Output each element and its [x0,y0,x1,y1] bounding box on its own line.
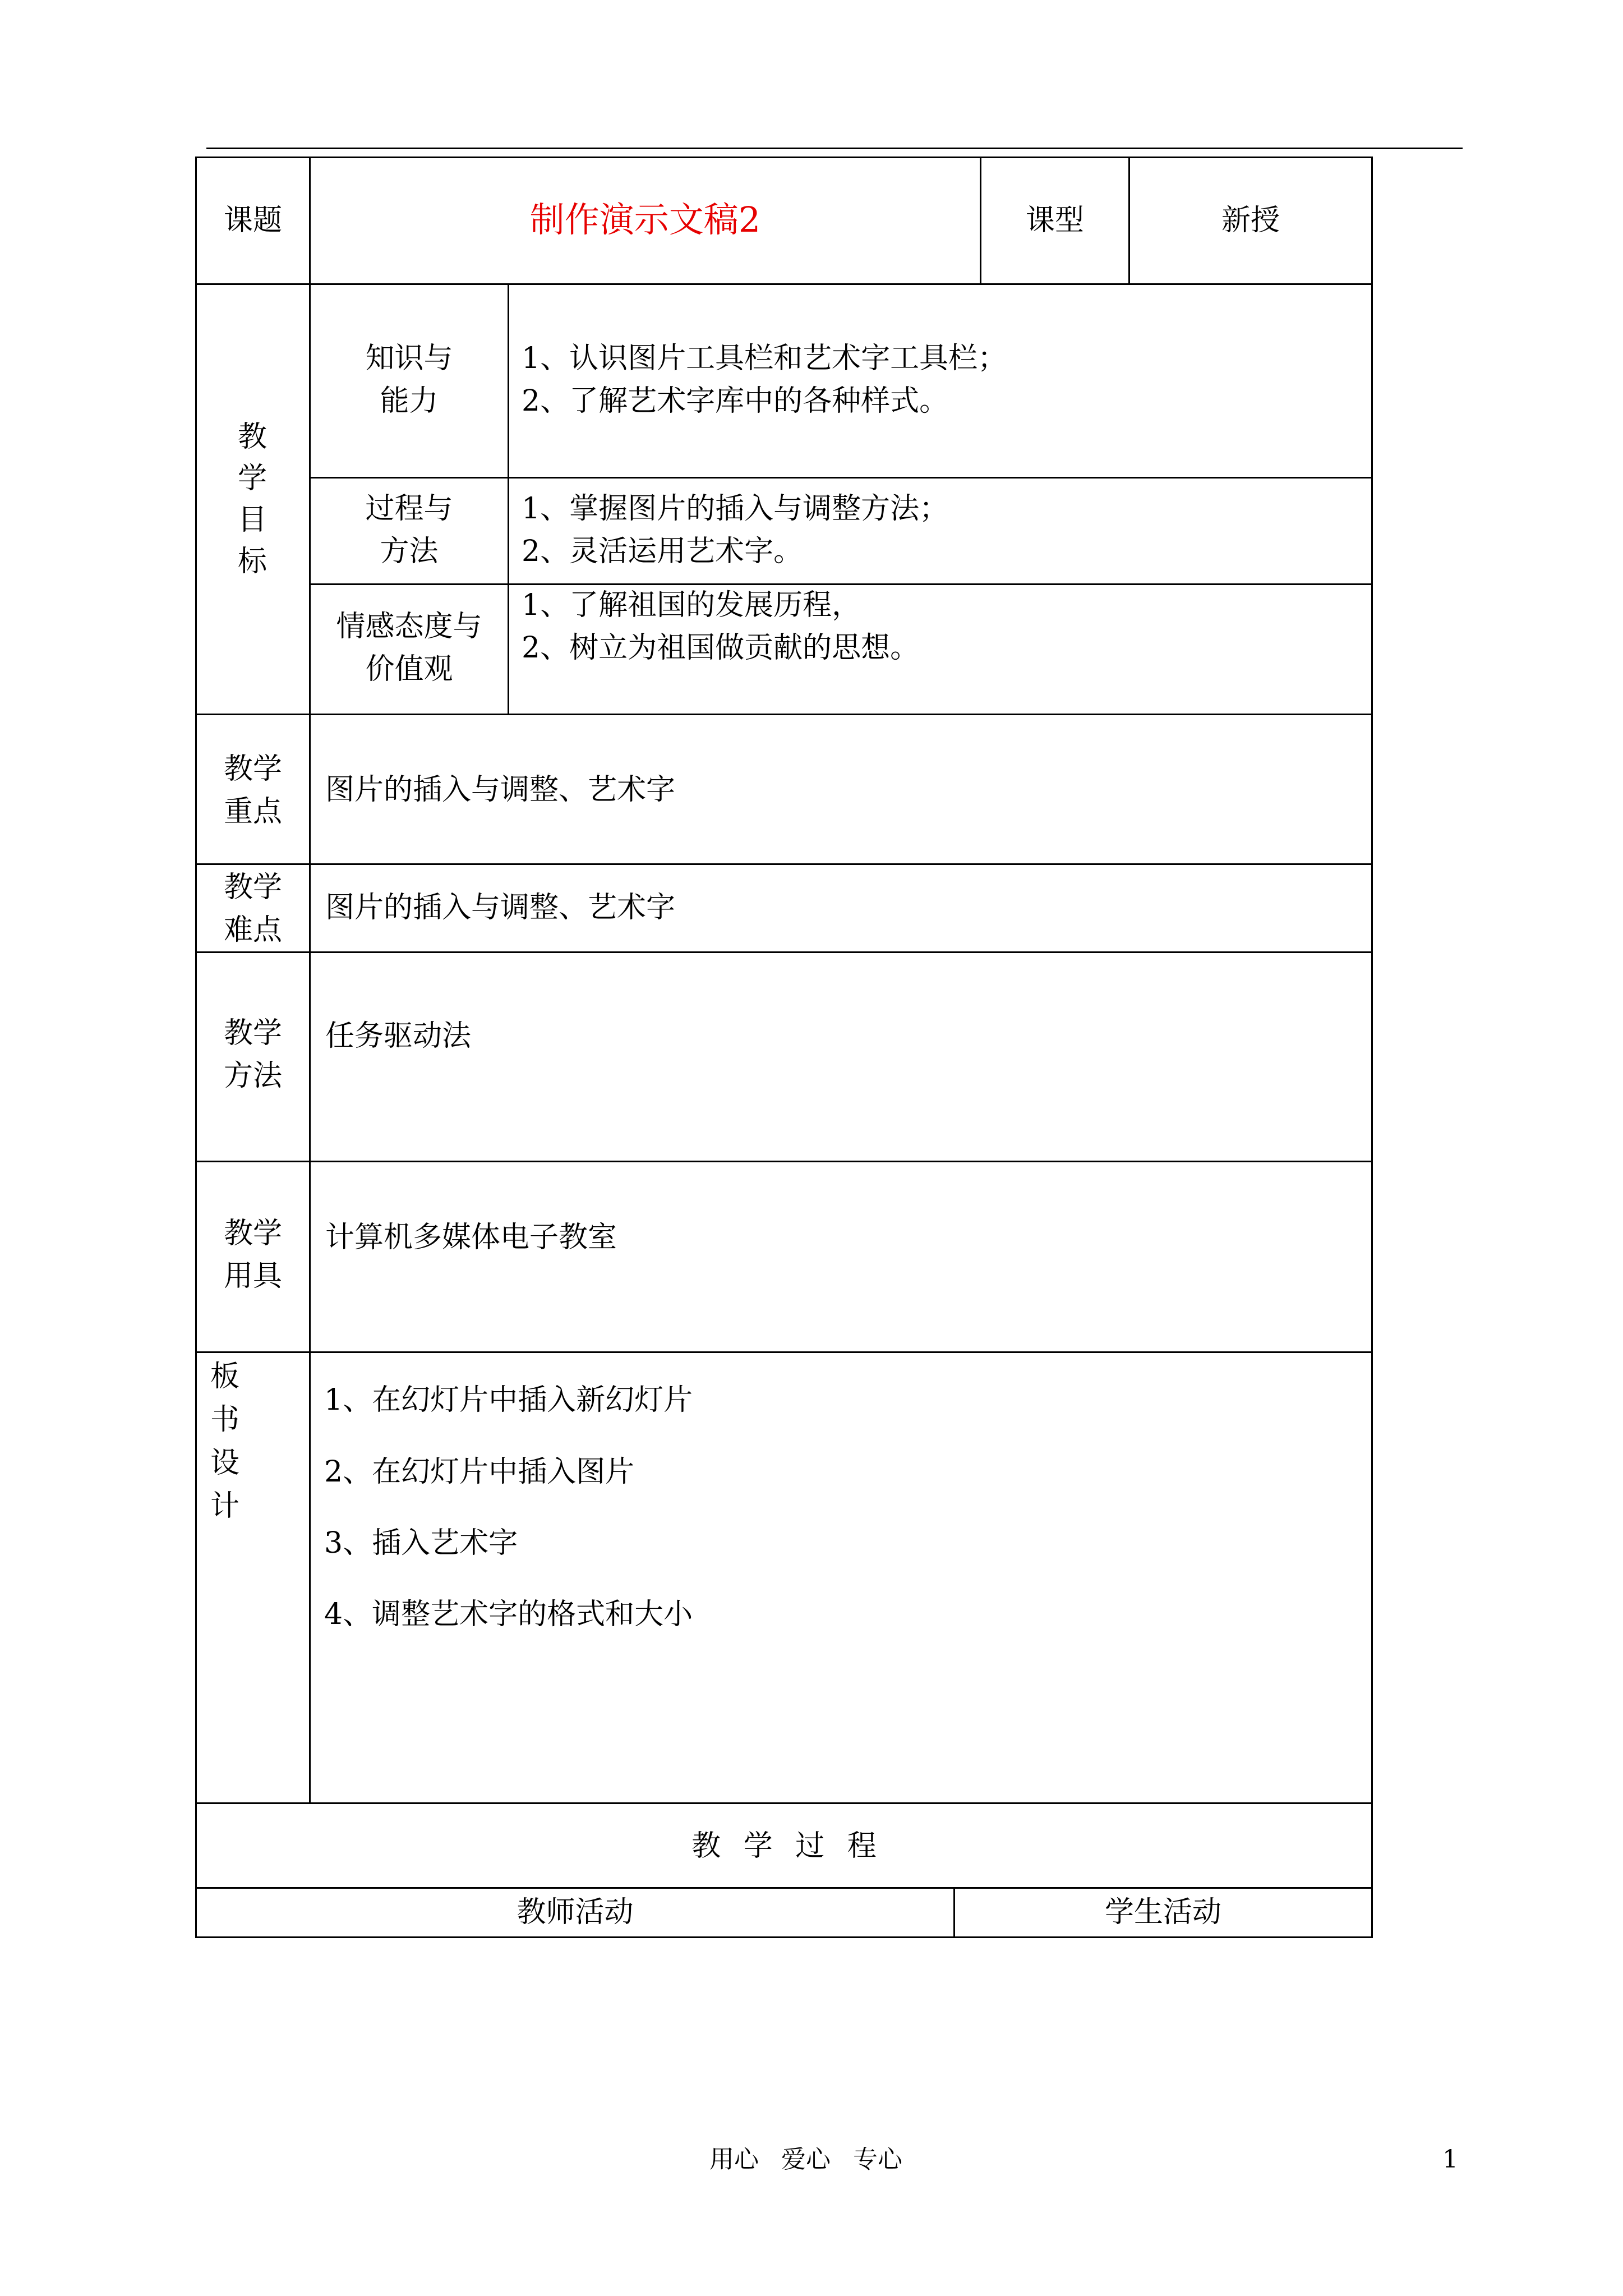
key-points-label: 教学 [223,752,282,786]
objective-item: 2、树立为祖国做贡献的思想。 [522,631,920,665]
lesson-type-label: 课型 [1025,204,1084,237]
board-label-char: 设 [210,1446,240,1480]
objective-category-divider [508,283,509,714]
lesson-type-value: 新授 [1221,204,1280,237]
row-divider-4 [195,951,1373,953]
row-divider-7 [195,1802,1373,1804]
objective-category: 能力 [380,384,439,418]
methods-label: 方法 [223,1059,282,1093]
objectives-label-char: 目 [238,503,268,537]
board-label-char: 板 [210,1360,240,1393]
topic-label: 课题 [223,204,282,237]
objective-item: 2、了解艺术字库中的各种样式。 [522,384,949,418]
header-rule [206,148,1463,149]
difficulties-content: 图片的插入与调整、艺术字 [325,891,676,924]
methods-label: 教学 [223,1016,282,1050]
objective-category: 知识与 [365,342,453,375]
methods-content: 任务驱动法 [325,1019,472,1053]
objective-item: 1、认识图片工具栏和艺术字工具栏； [522,342,1007,375]
board-label-char: 书 [210,1403,240,1437]
objective-category: 过程与 [365,492,453,526]
board-item: 2、在幻灯片中插入图片 [324,1455,635,1489]
objectives-label-char: 教 [238,420,268,454]
lesson-title: 制作演示文稿2 [529,199,761,240]
objective-category: 价值观 [365,652,453,686]
tools-content: 计算机多媒体电子教室 [325,1221,617,1254]
page-number: 1 [1442,2145,1458,2174]
objective-category: 方法 [380,535,439,568]
tools-label: 用具 [223,1259,282,1293]
row-divider-5 [195,1161,1373,1162]
teacher-activity-header: 教师活动 [517,1895,634,1929]
objectives-label-char: 标 [238,545,268,578]
board-label-char: 计 [210,1489,240,1523]
key-points-label: 重点 [223,795,282,829]
footer-motto: 用心 爱心 专心 [709,2145,902,2174]
tools-label: 教学 [223,1217,282,1250]
row-divider-6 [195,1351,1373,1353]
board-item: 4、调整艺术字的格式和大小 [324,1598,693,1631]
objective-item: 2、灵活运用艺术字。 [522,535,803,568]
row-divider-2 [195,714,1373,715]
student-activity-header: 学生活动 [1104,1895,1221,1929]
difficulties-label: 教学 [223,871,282,904]
row-divider-3 [195,863,1373,865]
board-item: 1、在幻灯片中插入新幻灯片 [324,1383,693,1417]
objective-divider-1 [310,477,1373,478]
difficulties-label: 难点 [223,913,282,947]
objective-category: 情感态度与 [336,610,482,643]
row-divider-8 [195,1887,1373,1889]
key-points-content: 图片的插入与调整、艺术字 [325,773,676,807]
row-divider-1 [195,283,1373,285]
objective-item: 1、掌握图片的插入与调整方法； [522,492,949,526]
objectives-label-char: 学 [238,462,268,495]
process-title: 教 学 过 程 [691,1829,877,1863]
objective-item: 1、了解祖国的发展历程， [522,588,861,622]
board-item: 3、插入艺术字 [324,1526,518,1560]
